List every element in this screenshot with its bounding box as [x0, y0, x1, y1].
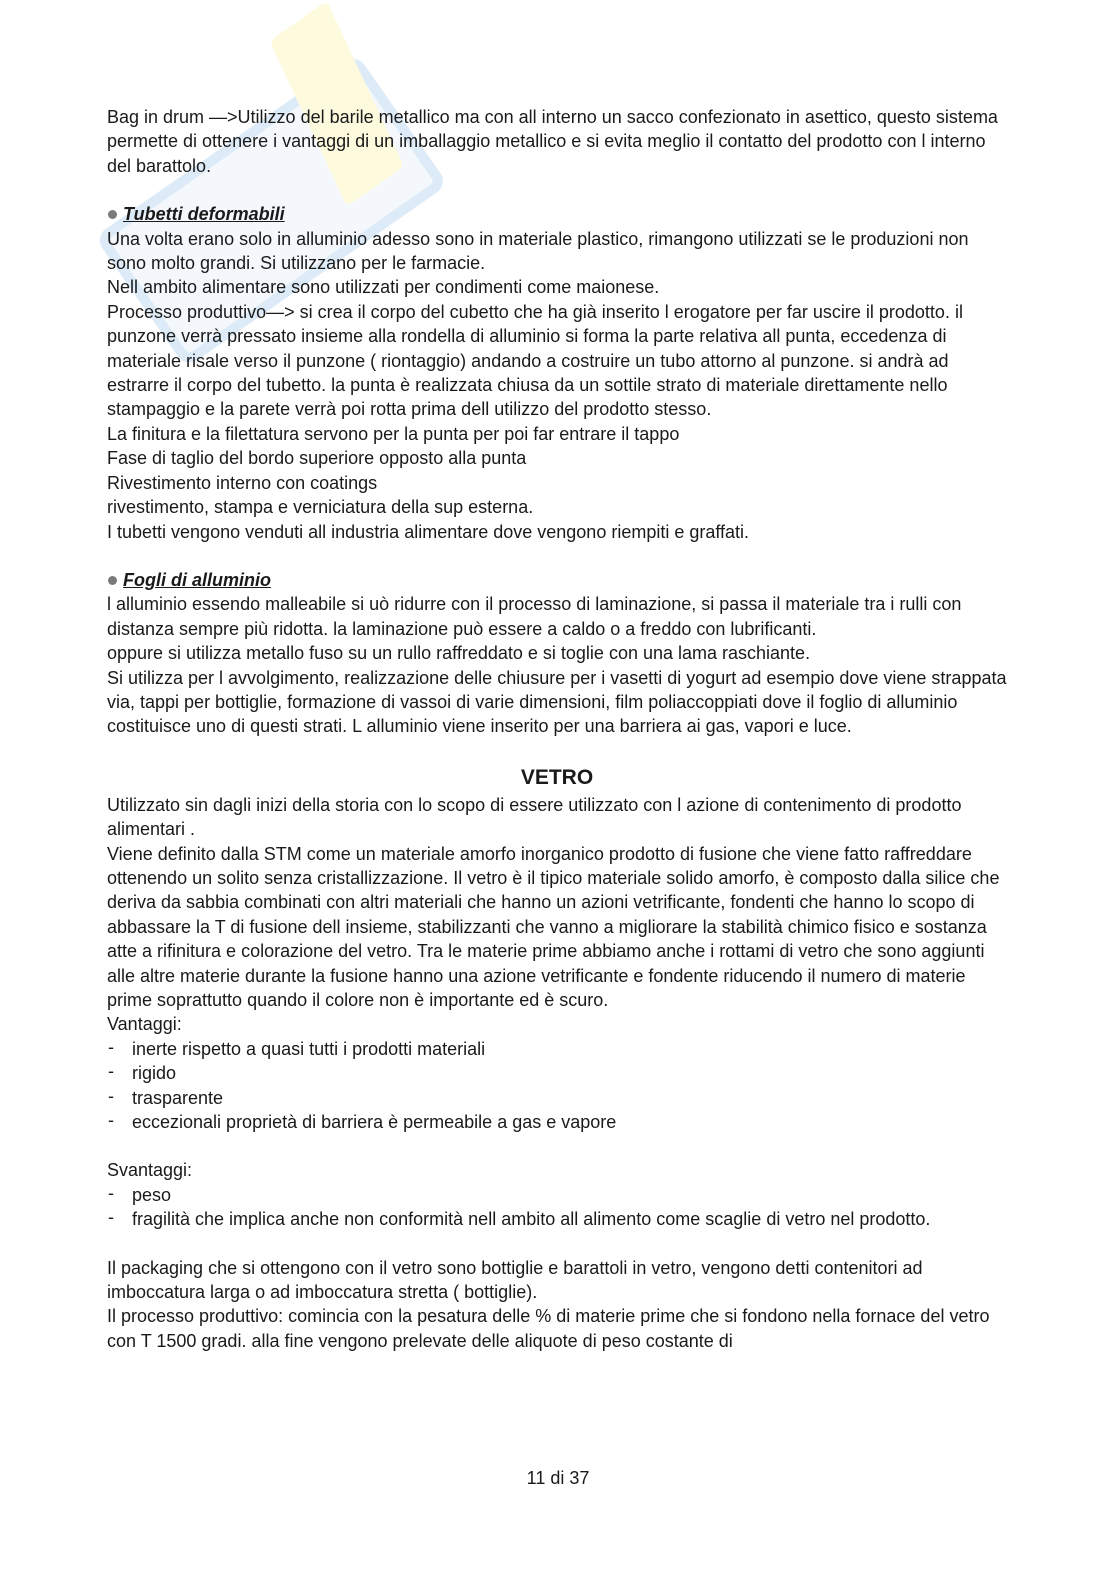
- spacer: [107, 178, 1007, 202]
- list-item: - fragilità che implica anche non conformità nell ambito all alimento come scaglie di vetro nel prodotto.: [107, 1207, 1007, 1231]
- spacer: [107, 1134, 1007, 1158]
- section-heading-fogli: [107, 568, 1007, 592]
- bullet-icon: [108, 576, 117, 585]
- spacer: [107, 544, 1007, 568]
- svantaggi-label: Svantaggi:: [107, 1160, 193, 1181]
- list-item: - rigido: [107, 1061, 1007, 1085]
- list-item: - inerte rispetto a quasi tutti i prodotti materiali: [107, 1037, 1007, 1061]
- fogli-paragraph: Si utilizza per l avvolgimento, realizzazione delle chiusure per i vasetti di yogurt ad esempio dove viene strappata via, tappi per bottiglie, formazione di vassoi di varie dimensioni, film poliaccoppiati dove il foglio di alluminio costituisce uno di questi strati. L alluminio viene inserito per una barriera ai gas, vapori e luce.: [107, 667, 1007, 737]
- intro-paragraph: Bag in drum —>Utilizzo del barile metallico ma con all interno un sacco confezionato in asettico, questo sistema permette di ottenere i vantaggi di un imballaggio metallico e si evita meglio il contatto del prodotto con l interno del barattolo.: [107, 107, 998, 176]
- tubetti-paragraph: rivestimento, stampa e verniciatura della sup esterna.: [107, 497, 534, 518]
- tubetti-paragraph: La finitura e la filettatura servono per la punta per poi far entrare il tappo: [107, 423, 680, 444]
- tubetti-paragraph: Nell ambito alimentare sono utilizzati per condimenti come maionese.: [107, 277, 660, 298]
- vetro-closing-paragraph: Il processo produttivo: comincia con la pesatura delle % di materie prime che si fondono nella fornace del vetro con T 1500 gradi. alla fine vengono prelevate delle aliquote di peso costante di: [107, 1306, 990, 1351]
- tubetti-paragraph: Fase di taglio del bordo superiore opposto alla punta: [107, 448, 527, 469]
- tubetti-paragraph: I tubetti vengono venduti all industria alimentare dove vengono riempiti e graffati.: [107, 521, 750, 542]
- spacer: [107, 1232, 1007, 1256]
- vetro-closing-paragraph: Il packaging che si ottengono con il vetro sono bottiglie e barattoli in vetro, vengono detti contenitori ad imboccatura larga o ad imboccatura stretta ( bottiglie).: [107, 1257, 923, 1303]
- list-item: - trasparente: [107, 1086, 1007, 1110]
- tubetti-paragraph: Processo produttivo—> si crea il corpo del cubetto che ha già inserito l erogatore per far uscire il prodotto. il punzone verrà pressato insieme alla rondella di alluminio si forma la parte relativa all punta, eccedenza di materiale risale verso il punzone ( riontaggio) andando a costruire un tubo attorno al punzone. si andrà ad estrarre il corpo del tubetto. la punta è realizzata chiusa da un sottile strato di materiale direttamente nello stampaggio e la parete verrà poi rotta prima dell utilizzo del prodotto stesso.: [107, 301, 963, 420]
- heading-text: Tubetti deformabili: [123, 204, 285, 225]
- vetro-paragraph: Utilizzato sin dagli inizi della storia con lo scopo di essere utilizzato con l azione di contenimento di prodotto alimentari .: [107, 794, 962, 840]
- section-heading-tubetti: [107, 202, 1007, 226]
- fogli-paragraph: oppure si utilizza metallo fuso su un rullo raffreddato e si toglie con una lama raschiante.: [107, 643, 811, 664]
- page-number: 11 di 37: [526, 1468, 590, 1488]
- tubetti-paragraph: Rivestimento interno con coatings: [107, 472, 378, 493]
- vantaggi-list: [107, 1037, 1007, 1135]
- bullet-icon: [108, 210, 117, 219]
- tubetti-paragraph: Una volta erano solo in alluminio adesso sono in materiale plastico, rimangono utilizzati se le produzioni non sono molto grandi. Si utilizzano per le farmacie.: [107, 228, 969, 274]
- heading-text: Fogli di alluminio: [123, 569, 271, 590]
- fogli-paragraph: l alluminio essendo malleabile si uò ridurre con il processo di laminazione, si passa il materiale tra i rulli con distanza sempre più ridotta. la laminazione può essere a caldo o a freddo con lubrificanti.: [107, 594, 962, 639]
- vetro-paragraph: Viene definito dalla STM come un materiale amorfo inorganico prodotto di fusione che viene fatto raffreddare ottenendo un solito senza cristallizzazione. Il vetro è il tipico materiale solido amorfo, è composto dalla silice che deriva da sabbia combinati con altri materiali che hanno un azioni vetrificante, fondenti che hanno lo scopo di abbassare la T di fusione dell insieme, stabilizzanti che vanno a migliorare la stabilità chimico fisico e sostanza atte a rifinitura e colorazione del vetro. Tra le materie prime abbiamo anche i rottami di vetro che sono aggiunti alle altre materie durante la fusione hanno una azione vetrificante e fondente riducendo il numero di materie prime soprattutto quando il colore non è importante ed è scuro.: [107, 843, 1000, 1010]
- list-item: - eccezionali proprietà di barriera è permeabile a gas e vapore: [107, 1110, 1007, 1134]
- document-page: [107, 105, 1007, 1353]
- spacer: [107, 739, 1007, 751]
- list-item: - peso: [107, 1183, 1007, 1207]
- vantaggi-label: Vantaggi:: [107, 1014, 182, 1035]
- svantaggi-list: [107, 1183, 1007, 1232]
- section-title-vetro: VETRO: [520, 765, 594, 789]
